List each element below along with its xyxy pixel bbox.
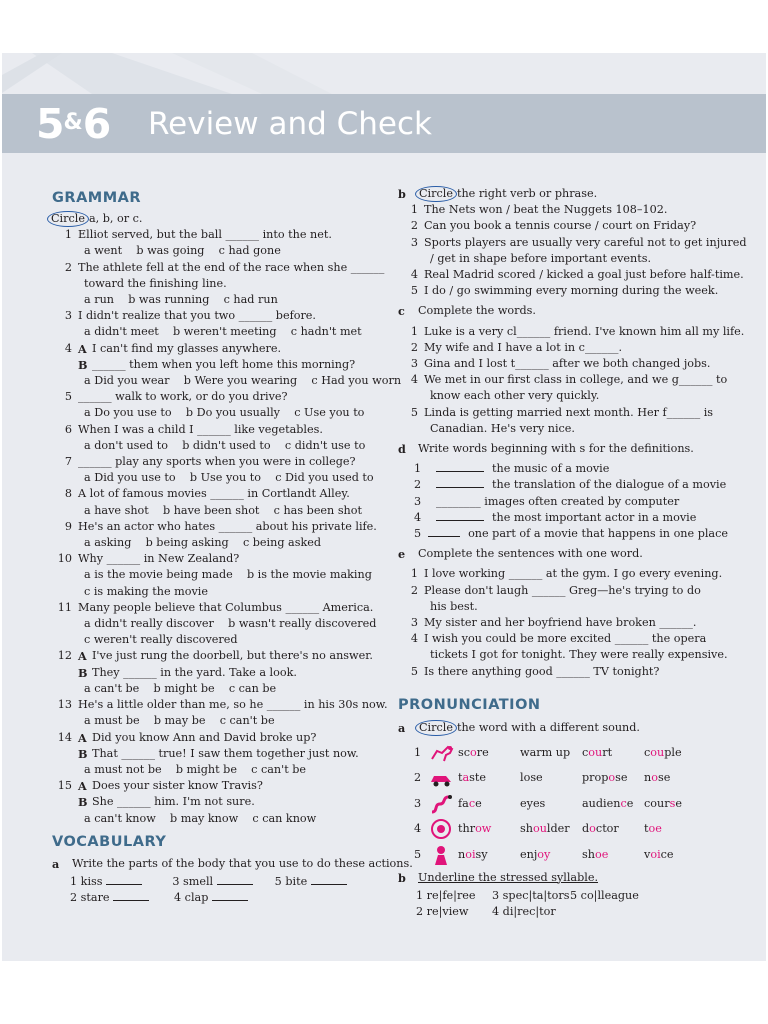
list-item (398, 566, 728, 582)
list-item (398, 340, 728, 356)
vocab-c-list (398, 324, 745, 437)
word-part: ou (532, 822, 547, 836)
reply-text: They ______ in the yard. Take a look. (92, 665, 297, 679)
left-column (51, 187, 413, 906)
question-number: 6 (64, 422, 72, 436)
row-number: 3 (414, 796, 422, 810)
grammar-reply (52, 746, 377, 762)
circle-word: Circle (415, 720, 457, 736)
item-text-cont: know each other very quickly. (430, 389, 600, 403)
item-number: 2 (410, 583, 418, 597)
pronunciation-word[interactable] (644, 745, 706, 761)
list-item (398, 615, 728, 631)
word-part: c (468, 796, 476, 810)
definition-text: the most important actor in a movie (492, 510, 697, 524)
word-part: o (589, 822, 596, 836)
unit-number: 5&6 (36, 100, 111, 148)
question-text: Did you know Ann and David broke up? (92, 730, 317, 744)
speaker-label: B (78, 665, 88, 680)
vocab-a-row-2: 2 stare 4 clap (52, 890, 377, 906)
answer-blank[interactable] (217, 874, 253, 885)
grammar-question (52, 697, 388, 713)
grammar-heading: GRAMMAR (52, 190, 142, 206)
item-number: 4 (410, 373, 418, 387)
word-part: prop (582, 771, 609, 785)
item-number: 1 (410, 324, 418, 338)
answer-options[interactable]: a asking b being asking c being asked (84, 536, 322, 550)
pronunciation-row (414, 842, 728, 868)
pronunciation-word[interactable] (582, 821, 644, 837)
grammar-list (52, 227, 402, 827)
row-number: 2 (414, 771, 422, 785)
word-part: sc (458, 745, 471, 759)
list-item (398, 372, 728, 388)
item-text: Gina and I lost t______ after we both changed jobs. (424, 357, 711, 371)
word-part: c (620, 796, 627, 810)
answer-blank[interactable] (428, 526, 460, 537)
pronunciation-word[interactable] (644, 847, 706, 863)
item-text: The Nets won / beat the Nuggets 108–102. (424, 203, 668, 217)
question-number: 12 (57, 649, 72, 663)
item-number: 2 (410, 340, 418, 354)
word-part: c (582, 745, 589, 759)
pronunciation-heading: PRONUNCIATION (398, 696, 541, 713)
circle-word: Circle (415, 186, 457, 202)
word-part: n (644, 771, 652, 785)
word-part: o (608, 771, 616, 785)
pronunciation-word[interactable] (644, 796, 706, 812)
pronunciation-row (414, 740, 728, 766)
grammar-question (52, 341, 377, 357)
item-number: 5 (414, 527, 422, 541)
vocab-c-instruction: c Complete the words. (398, 304, 536, 319)
question-number: 15 (57, 779, 72, 793)
word-part: ple (664, 745, 682, 759)
word-part: se (657, 771, 671, 785)
phone-icon (428, 817, 458, 841)
question-text: I didn't realize that you two ______ before. (78, 309, 316, 323)
word-part: t (458, 771, 463, 785)
item-number: 4 (410, 268, 418, 282)
item-text: We met in our first class in college, and we g______ to (424, 373, 728, 387)
question-text: Elliot served, but the ball ______ into the net. (78, 228, 332, 242)
question-number: 2 (64, 260, 72, 274)
vocab-b-list (398, 202, 747, 299)
list-item (398, 218, 728, 234)
answer-options[interactable]: a went b was going c had gone (84, 244, 281, 258)
row-number: 5 (414, 847, 422, 861)
question-text: ______ play any sports when you were in college? (78, 455, 356, 469)
speaker-label: A (78, 341, 87, 356)
question-text: Does your sister know Travis? (92, 779, 263, 793)
pronunciation-word[interactable] (644, 821, 706, 837)
question-number: 8 (64, 487, 72, 501)
word-part: ctor (595, 822, 619, 836)
vocab-a-instruction: a Write the parts of the body that you use to do these actions. (52, 856, 413, 871)
definition-text: ________ images often created by computer (436, 494, 680, 508)
word-part: se (615, 771, 628, 785)
pronunciation-word[interactable] (582, 770, 644, 786)
grammar-question (52, 730, 377, 746)
answer-options[interactable]: a don't used to b didn't used to c didn't use to (84, 438, 366, 452)
question-number: 3 (64, 309, 72, 323)
pron-b-instruction: b Underline the stressed syllable. (398, 870, 599, 885)
pronunciation-word[interactable] (520, 770, 582, 786)
word-part: oi (650, 847, 661, 861)
answer-options[interactable]: a run b was running c had run (84, 293, 278, 307)
item-text: My wife and I have a lot in c______. (424, 340, 623, 354)
word-part: v (644, 847, 651, 861)
word-part: ow (475, 822, 492, 836)
list-item (398, 283, 728, 299)
word-part: c (644, 745, 651, 759)
page-title: Review and Check (148, 106, 432, 142)
word-part: o (651, 771, 658, 785)
question-text: He's a little older than me, so he ______ in his 30s now. (78, 698, 388, 712)
item-number: 3 (410, 235, 418, 249)
question-text: ______ walk to work, or do you drive? (78, 390, 288, 404)
definition-item (414, 494, 728, 510)
question-number: 1 (64, 228, 72, 242)
item-text-cont: tickets I got for tonight. They were really expensive. (430, 648, 728, 662)
grammar-question (52, 600, 377, 616)
word-part: sh (520, 822, 533, 836)
vocabulary-heading: VOCABULARY (52, 833, 167, 850)
word-part: lder (546, 822, 570, 836)
reply-text: ______ them when you left home this morning? (92, 357, 356, 371)
vocab-a-row-1: 1 kiss 3 smell 5 bite (52, 874, 377, 890)
word-part: audien (582, 796, 621, 810)
item-text: Real Madrid scored / kicked a goal just before half-time. (424, 268, 744, 282)
item-number: 5 (410, 664, 418, 678)
speaker-label: A (78, 779, 87, 794)
pronunciation-row (414, 766, 728, 792)
item-number: 2 (410, 219, 418, 233)
item-number: 3 (410, 616, 418, 630)
word-part: enj (520, 847, 538, 861)
grammar-instruction: Circle a, b, or c. (50, 211, 377, 227)
car-icon (428, 766, 458, 790)
list-item (398, 235, 747, 251)
row-number: 4 (414, 822, 422, 836)
item-text: I wish you could be more excited ______ the opera (424, 632, 707, 646)
word-part: n (458, 847, 466, 861)
question-text-cont: toward the finishing line. (84, 276, 227, 290)
word-part: lose (520, 771, 543, 785)
pronunciation-word[interactable] (458, 770, 520, 786)
item-text: I do / go swimming every morning during the week. (424, 284, 719, 298)
vocab-b-instruction: b Circle the right verb or phrase. (398, 187, 598, 201)
item-text: My sister and her boyfriend have broken ______. (424, 616, 697, 630)
word-part: fa (458, 796, 469, 810)
item-text: Is there anything good ______ TV tonight? (424, 664, 660, 678)
word-part: ste (469, 771, 487, 785)
word-part: oy (537, 847, 551, 861)
grammar-question (52, 260, 385, 276)
word-part: a (462, 771, 470, 785)
item-number: 2 (414, 478, 422, 492)
answer-blank[interactable] (113, 890, 149, 901)
grammar-reply (52, 357, 377, 373)
speaker-label: A (78, 649, 87, 664)
pronunciation-row (414, 791, 728, 817)
item-text: Sports players are usually very careful not to get injured (424, 235, 747, 249)
grammar-question (52, 227, 377, 243)
word-part: ce (660, 847, 674, 861)
definition-text: the music of a movie (492, 462, 610, 476)
pronunciation-word[interactable] (458, 796, 520, 812)
question-text: A lot of famous movies ______ in Cortlandt Alley. (78, 487, 350, 501)
item-number: 5 (410, 284, 418, 298)
word-part: e (626, 796, 634, 810)
pronunciation-word[interactable] (458, 847, 520, 863)
pron-a-table (398, 740, 728, 868)
grammar-question (52, 422, 377, 438)
pronunciation-word[interactable] (458, 745, 520, 761)
question-number: 11 (57, 600, 72, 614)
word-part: warm up (520, 745, 571, 759)
definition-text: one part of a movie that happens in one place (468, 527, 728, 541)
pronunciation-word[interactable] (520, 745, 582, 761)
word-part: s (669, 796, 676, 810)
list-item (398, 202, 728, 218)
item-text: Can you book a tennis course / court on Friday? (424, 219, 697, 233)
word-part: t (644, 822, 649, 836)
answer-options[interactable]: a didn't really discover b wasn't really discovered (84, 617, 377, 631)
grammar-reply (52, 794, 377, 810)
word-part: cour (644, 796, 670, 810)
list-item (398, 583, 728, 599)
grammar-question (52, 486, 377, 502)
boy-icon (428, 843, 458, 867)
item-number: 3 (414, 494, 422, 508)
definition-text: the translation of the dialogue of a movie (492, 478, 727, 492)
question-text: When I was a child I ______ like vegetables. (78, 422, 323, 436)
speaker-label: A (78, 730, 87, 745)
answer-blank[interactable] (436, 510, 484, 521)
pron-b-row-1: 1 re|fe|ree 3 spec|ta|tors 5 co|lleague (416, 888, 639, 902)
answer-blank[interactable] (311, 874, 347, 885)
grammar-question (52, 778, 377, 794)
pron-b-row-2: 2 re|view 4 di|rec|tor (416, 905, 556, 918)
item-number: 1 (414, 462, 422, 476)
word-part: sh (582, 847, 595, 861)
word-part: sy (475, 847, 488, 861)
answer-options[interactable]: a is the movie being made b is the movie making (84, 568, 372, 582)
word-part: ou (588, 745, 603, 759)
word-part: oe (594, 847, 609, 861)
item-number: 4 (414, 510, 422, 524)
answer-options[interactable]: a must be b may be c can't be (84, 714, 275, 728)
item-text-cont: Canadian. He's very nice. (430, 421, 575, 435)
word-part: e (475, 796, 482, 810)
question-text: Why ______ in New Zealand? (78, 552, 240, 566)
answer-options[interactable]: a Did you use to b Use you to c Did you used to (84, 471, 374, 485)
word-part: re (476, 745, 489, 759)
question-text: I've just rung the doorbell, but there's no answer. (92, 649, 373, 663)
item-number: 1 (410, 567, 418, 581)
item-text: Luke is a very cl______ friend. I've known him all my life. (424, 324, 745, 338)
grammar-question (52, 389, 377, 405)
word-part: ou (650, 745, 665, 759)
grammar-question (52, 308, 377, 324)
answer-options[interactable]: c is making the movie (84, 584, 208, 598)
word-part: thr (458, 822, 476, 836)
question-number: 10 (57, 552, 72, 566)
pronunciation-word[interactable] (582, 796, 644, 812)
grammar-question (52, 551, 377, 567)
pronunciation-word[interactable] (520, 821, 582, 837)
item-number: 5 (410, 405, 418, 419)
reply-text: That ______ true! I saw them together just now. (92, 746, 359, 760)
word-part: e (675, 796, 682, 810)
item-text: Linda is getting married next month. Her f______ is (424, 405, 714, 419)
pronunciation-word[interactable] (644, 770, 706, 786)
row-number: 1 (414, 745, 422, 759)
pronunciation-word[interactable] (582, 745, 644, 761)
definition-item (414, 526, 728, 542)
vocab-e-list (398, 566, 728, 679)
definition-item (414, 461, 728, 477)
question-number: 13 (57, 698, 72, 712)
word-part: eyes (520, 796, 546, 810)
answer-options[interactable]: a must not be b might be c can't be (84, 762, 307, 776)
vocab-e-instruction: e Complete the sentences with one word. (398, 547, 643, 562)
word-part: d (582, 822, 590, 836)
question-text: He's an actor who hates ______ about his private life. (78, 519, 377, 533)
question-number: 14 (57, 730, 72, 744)
answer-options[interactable]: c weren't really discovered (84, 633, 238, 647)
word-part: o (470, 745, 477, 759)
speaker-label: B (78, 746, 88, 761)
answer-options[interactable]: a can't be b might be c can be (84, 681, 277, 695)
grammar-question (52, 648, 377, 664)
pronunciation-word[interactable] (520, 796, 582, 812)
answer-options[interactable]: a have shot b have been shot c has been shot (84, 503, 362, 517)
vocab-d-list (398, 461, 728, 542)
list-item (398, 664, 728, 680)
answer-blank[interactable] (212, 890, 248, 901)
horse-icon (428, 741, 458, 765)
question-number: 7 (64, 455, 72, 469)
circle-word: Circle (47, 211, 89, 227)
answer-blank[interactable] (436, 461, 484, 472)
list-item (398, 405, 728, 421)
item-text-cont: / get in shape before important events. (430, 251, 652, 265)
answer-options[interactable]: a Do you use to b Do you usually c Use you to (84, 406, 365, 420)
grammar-reply (52, 665, 377, 681)
grammar-question (52, 454, 377, 470)
item-number: 4 (410, 632, 418, 646)
right-column (398, 186, 747, 920)
question-number: 9 (64, 519, 72, 533)
answer-options[interactable]: a Did you wear b Were you wearing c Had you worn (84, 374, 402, 388)
item-number: 3 (410, 357, 418, 371)
answer-blank[interactable] (106, 874, 142, 885)
question-text: The athlete fell at the end of the race when she ______ (78, 260, 385, 274)
pronunciation-word[interactable] (582, 847, 644, 863)
word-part: oi (465, 847, 476, 861)
item-text-cont: his best. (430, 599, 478, 613)
vocab-d-instruction: d Write words beginning with s for the definitions. (398, 442, 694, 457)
speaker-label: B (78, 357, 88, 372)
answer-options[interactable]: a can't know b may know c can know (84, 811, 317, 825)
question-number: 4 (64, 341, 72, 355)
reply-text: She ______ him. I'm not sure. (92, 795, 255, 809)
list-item (398, 267, 744, 283)
list-item (398, 356, 728, 372)
word-part: rt (602, 745, 613, 759)
item-text: I love working ______ at the gym. I go every evening. (424, 567, 723, 581)
snake-icon (428, 792, 458, 816)
word-part: oe (648, 822, 662, 836)
answer-blank[interactable] (436, 477, 484, 488)
question-number: 5 (64, 390, 72, 404)
grammar-question (52, 519, 377, 535)
question-text: I can't find my glasses anywhere. (92, 341, 282, 355)
pronunciation-row (414, 817, 728, 843)
definition-item (414, 477, 728, 493)
item-text: Please don't laugh ______ Greg—he's trying to do (424, 583, 701, 597)
list-item (398, 631, 728, 647)
item-number: 1 (410, 203, 418, 217)
definition-item (414, 510, 728, 526)
question-text: Many people believe that Columbus ______ America. (78, 600, 374, 614)
pronunciation-word[interactable] (458, 821, 520, 837)
pron-a-instruction: a Circle the word with a different sound. (398, 720, 640, 735)
speaker-label: B (78, 795, 88, 810)
pronunciation-word[interactable] (520, 847, 582, 863)
list-item (398, 324, 745, 340)
answer-options[interactable]: a didn't meet b weren't meeting c hadn't met (84, 325, 362, 339)
